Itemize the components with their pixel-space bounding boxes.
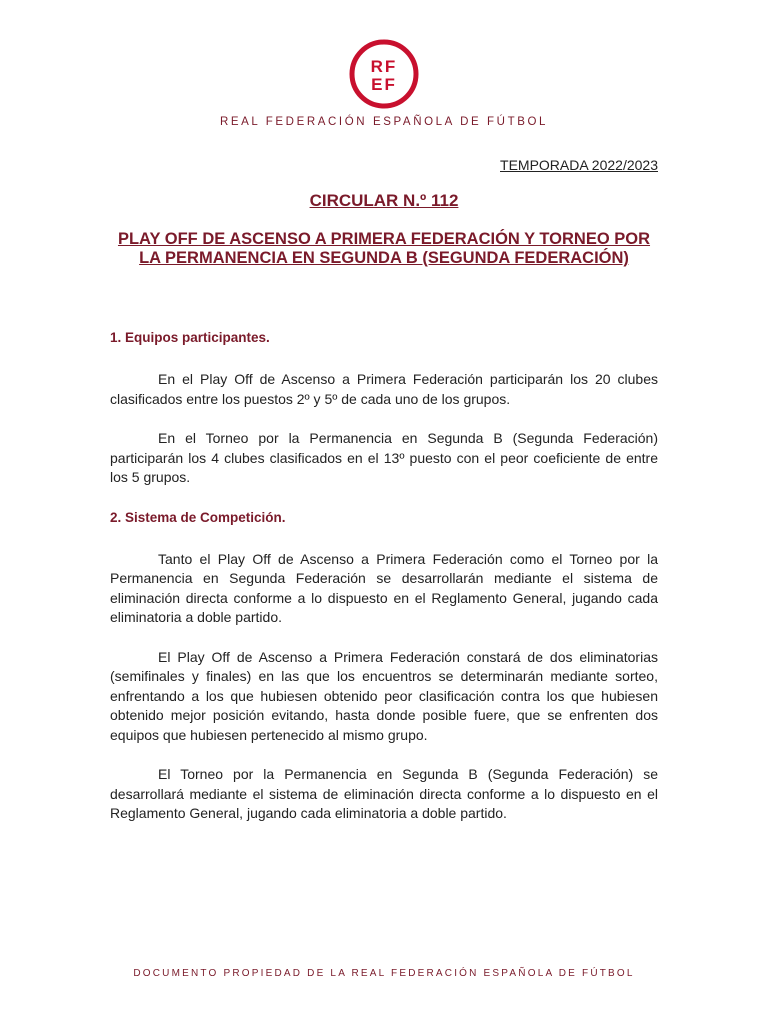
document-body [110, 328, 658, 824]
paragraph: Tanto el Play Off de Ascenso a Primera Federación como el Torneo por la Permanencia en Segunda Federación se desarrollarán mediante el sistema de eliminación directa conforme a lo dispuesto en el Reglamento General, jugando cada eliminatoria a doble partido. [110, 550, 658, 625]
document-footer: DOCUMENTO PROPIEDAD DE LA REAL FEDERACIÓN ESPAÑOLA DE FÚTBOL [133, 968, 635, 979]
document-header [0, 38, 768, 128]
document-title: PLAY OFF DE ASCENSO A PRIMERA FEDERACIÓN Y TORNEO POR LA PERMANENCIA EN SEGUNDA B (SEGUNDA FEDERACIÓN) [117, 230, 651, 267]
rfef-logo [348, 38, 420, 110]
paragraph: En el Play Off de Ascenso a Primera Federación participarán los 20 clubes clasificados entre los puestos 2º y 5º de cada uno de los grupos. [110, 371, 658, 407]
paragraph: El Torneo por la Permanencia en Segunda B (Segunda Federación) se desarrollará mediante el sistema de eliminación directa conforme a lo dispuesto en el Reglamento General, jugando cada eliminatoria a doble partido. [110, 766, 658, 821]
section-heading: 2. Sistema de Competición. [110, 509, 286, 525]
circular-title: CIRCULAR N.º 112 [309, 191, 459, 210]
logo-text-bottom: EF [371, 75, 397, 94]
paragraph: El Play Off de Ascenso a Primera Federación constará de dos eliminatorias (semifinales y finales) en las que los encuentros se determinarán mediante sorteo, enfrentando a los que hubiesen obtenido peor clasificación contra los que hubiesen obtenido mejor posición evitando, hasta donde posible fuere, que se enfrenten dos equipos que hubiesen pertenecido al mismo grupo. [110, 648, 658, 743]
season-label: TEMPORADA 2022/2023 [500, 157, 658, 173]
organization-name: REAL FEDERACIÓN ESPAÑOLA DE FÚTBOL [219, 116, 549, 128]
paragraph: En el Torneo por la Permanencia en Segunda B (Segunda Federación) participarán los 4 clubes clasificados en el 13º puesto con el peor coeficiente de entre los 5 grupos. [110, 430, 658, 485]
section-heading: 1. Equipos participantes. [110, 330, 270, 345]
logo-text-top: RF [370, 57, 398, 76]
